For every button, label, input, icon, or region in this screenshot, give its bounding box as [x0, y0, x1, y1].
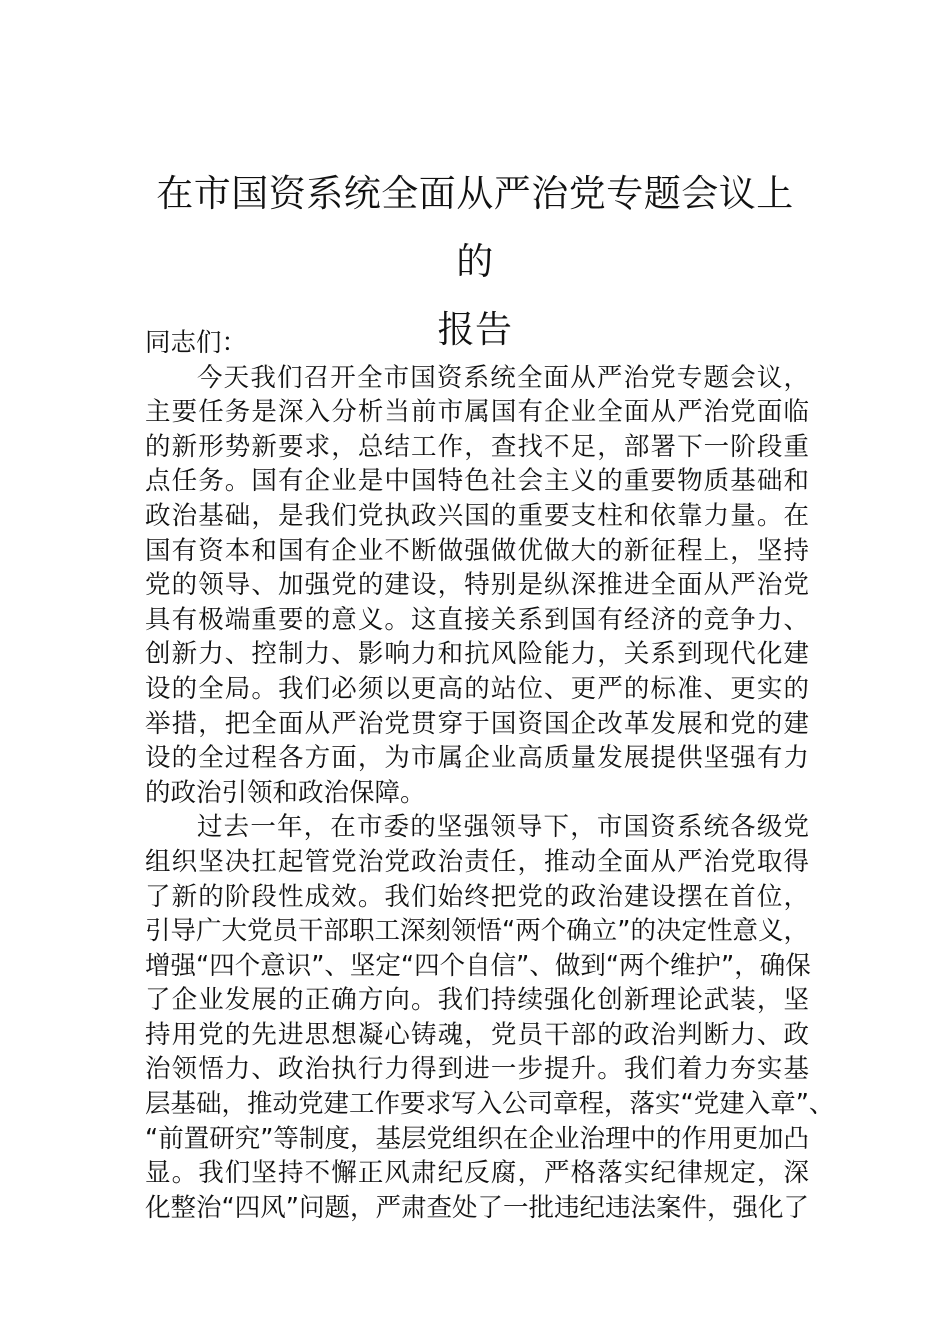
paragraph-line: 主要任务是深入分析当前市属国有企业全面从严治党面临 — [145, 397, 809, 428]
paragraph-line: 化整治“四风”问题，严肃查处了一批违纪违法案件，强化了 — [145, 1192, 809, 1223]
paragraph-line: “前置研究”等制度，基层党组织在企业治理中的作用更加凸 — [145, 1123, 809, 1154]
paragraph-2 — [145, 810, 835, 1225]
paragraph-line: 国有资本和国有企业不断做强做优做大的新征程上，坚持 — [145, 535, 809, 566]
paragraph-line: 设的全局。我们必须以更高的站位、更严的标准、更实的 — [145, 673, 809, 704]
paragraph-line: 引导广大党员干部职工深刻领悟“两个确立”的决定性意义， — [145, 916, 809, 947]
paragraph-line: 层基础，推动党建工作要求写入公司章程，落实“党建入章”、 — [145, 1089, 835, 1120]
paragraph-line: 持用党的先进思想凝心铸魂，党员干部的政治判断力、政 — [145, 1019, 809, 1050]
paragraph-1 — [145, 361, 809, 811]
paragraph-line: 政治基础，是我们党执政兴国的重要支柱和依靠力量。在 — [145, 500, 809, 531]
paragraph-line: 今天我们召开全市国资系统全面从严治党专题会议， — [197, 362, 809, 393]
paragraph-line: 的新形势新要求，总结工作，查找不足，部署下一阶段重 — [145, 431, 809, 462]
paragraph-line: 具有极端重要的意义。这直接关系到国有经济的竞争力、 — [145, 604, 809, 635]
title-line-1: 在市国资系统全面从严治党专题会议上的 — [156, 172, 794, 283]
paragraph-line: 显。我们坚持不懈正风肃纪反腐，严格落实纪律规定，深 — [145, 1158, 809, 1189]
paragraph-line: 点任务。国有企业是中国特色社会主义的重要物质基础和 — [145, 466, 809, 497]
paragraph-line: 了企业发展的正确方向。我们持续强化创新理论武装，坚 — [145, 985, 809, 1016]
paragraph-line: 了新的阶段性成效。我们始终把党的政治建设摆在首位， — [145, 881, 809, 912]
paragraph-line: 的政治引领和政治保障。 — [145, 777, 426, 808]
title-line-2: 报告 — [437, 308, 513, 351]
paragraph-line: 创新力、控制力、影响力和抗风险能力，关系到现代化建 — [145, 639, 809, 670]
salutation: 同志们： — [145, 328, 248, 358]
paragraph-line: 组织坚决扛起管党治党政治责任，推动全面从严治党取得 — [145, 846, 809, 877]
paragraph-line: 设的全过程各方面，为市属企业高质量发展提供坚强有力 — [145, 743, 809, 774]
paragraph-line: 过去一年，在市委的坚强领导下，市国资系统各级党 — [197, 812, 809, 843]
paragraph-line: 党的领导、加强党的建设，特别是纵深推进全面从严治党 — [145, 570, 809, 601]
paragraph-line: 增强“四个意识”、坚定“四个自信”、做到“两个维护”，确保 — [145, 950, 811, 981]
paragraph-line: 举措，把全面从严治党贯穿于国资国企改革发展和党的建 — [145, 708, 809, 739]
document-body — [145, 326, 835, 1225]
paragraph-line: 治领悟力、政治执行力得到进一步提升。我们着力夯实基 — [145, 1054, 809, 1085]
